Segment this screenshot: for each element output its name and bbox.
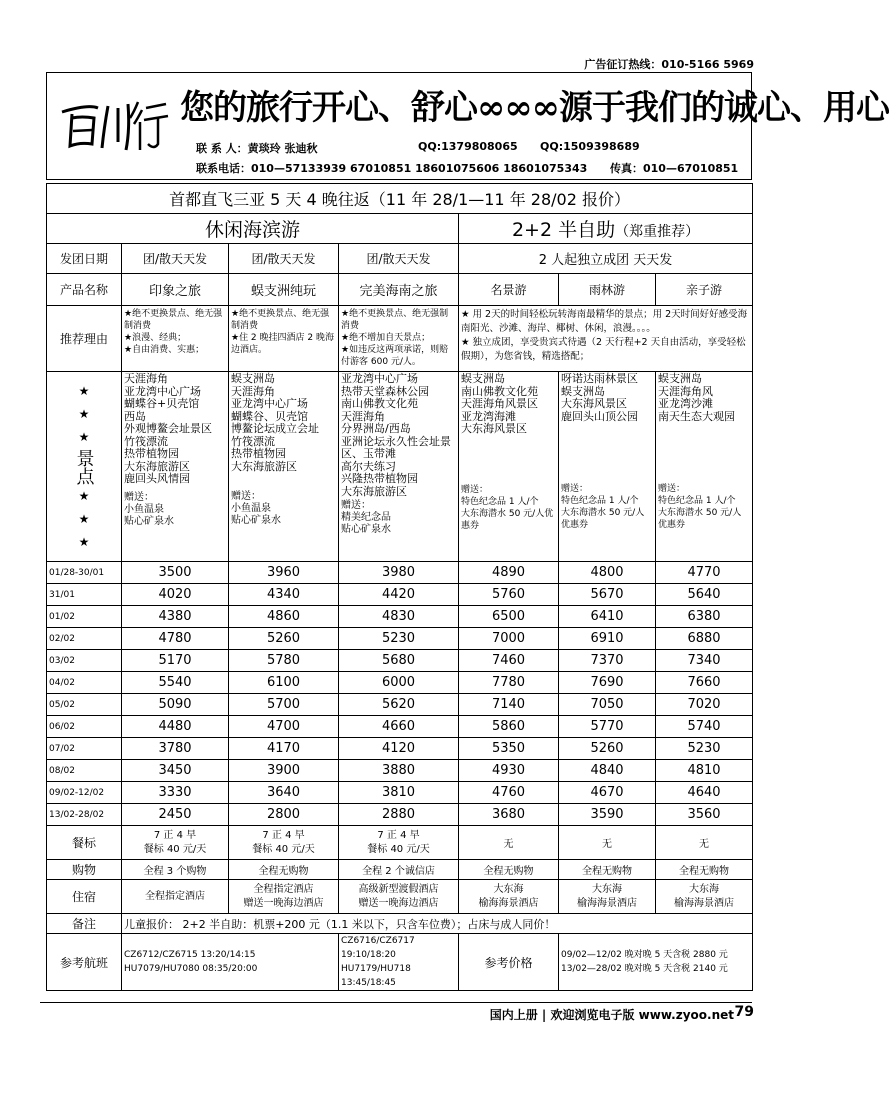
price-row <box>47 782 753 804</box>
price-cell: 3810 <box>339 782 459 804</box>
label-date: 发团日期 <box>47 244 122 274</box>
price-cell: 4830 <box>339 606 459 628</box>
logo-calligraphy-icon <box>58 94 170 154</box>
price-cell: 5640 <box>656 584 753 606</box>
spots-6 <box>656 372 753 562</box>
price-cell: 3560 <box>656 804 753 826</box>
label-flight: 参考航班 <box>47 934 122 991</box>
price-row-date: 03/02 <box>47 650 122 672</box>
price-cell: 5350 <box>459 738 559 760</box>
price-cell: 2800 <box>229 804 339 826</box>
stay-2: 全程指定酒店 赠送一晚海边酒店 <box>229 880 339 914</box>
price-cell: 6910 <box>559 628 656 650</box>
spots-2-list: 蜈支洲岛 天涯海角 亚龙湾中心广场 蝴蝶谷、贝壳馆 博鳌论坛成立会址 竹筏漂流 热带植物园 大东海旅游区 <box>231 372 319 473</box>
contact-phones: 联系电话：010—57133939 67010851 18601075606 18601075343 <box>196 162 588 175</box>
spots-4-gift: 赠送： 特色纪念品 1 人/个 大东海潜水 50 元/人优惠券 <box>461 484 554 531</box>
product-name-6: 亲子游 <box>656 274 753 306</box>
departure-group-1: 团/散天天发 <box>122 244 229 274</box>
price-cell: 5770 <box>559 716 656 738</box>
price-cell: 5230 <box>339 628 459 650</box>
price-cell: 4780 <box>122 628 229 650</box>
price-cell: 5860 <box>459 716 559 738</box>
slogan: 您的旅行开心、舒心∞∞∞源于我们的诚心、用心 <box>180 88 889 128</box>
price-cell: 4700 <box>229 716 339 738</box>
stay-1: 全程指定酒店 <box>122 880 229 914</box>
price-cell: 6500 <box>459 606 559 628</box>
price-cell: 4020 <box>122 584 229 606</box>
price-row-date: 31/01 <box>47 584 122 606</box>
price-cell: 5260 <box>229 628 339 650</box>
price-row-date: 07/02 <box>47 738 122 760</box>
footer-text: 国内上册 | 欢迎浏览电子版 www.zyoo.net <box>489 1008 734 1022</box>
label-shopping: 购物 <box>47 860 122 880</box>
price-cell: 7660 <box>656 672 753 694</box>
label-ref-price: 参考价格 <box>459 934 559 991</box>
meal-2: 7 正 4 早 餐标 40 元/天 <box>229 826 339 860</box>
price-cell: 6380 <box>656 606 753 628</box>
stay-4: 大东海 榆海海景酒店 <box>459 880 559 914</box>
price-cell: 6100 <box>229 672 339 694</box>
stay-3: 高级新型渡假酒店 赠送一晚海边酒店 <box>339 880 459 914</box>
spots-1-gift: 赠送： 小鱼温泉 贴心矿泉水 <box>124 491 174 527</box>
product-name-2: 蜈支洲纯玩 <box>229 274 339 306</box>
price-cell: 6410 <box>559 606 656 628</box>
price-row <box>47 694 753 716</box>
departure-group-3: 团/散天天发 <box>339 244 459 274</box>
flight-col-2: CZ6716/CZ6717 19:10/18:20 HU7179/HU718 13:45/18:45 <box>339 934 459 991</box>
price-cell: 6000 <box>339 672 459 694</box>
price-cell: 3960 <box>229 562 339 584</box>
spots-4 <box>459 372 559 562</box>
departure-right: 2 人起独立成团 天天发 <box>459 244 753 274</box>
price-cell: 3500 <box>122 562 229 584</box>
spots-3-gift: 赠送： 精美纪念品 贴心矿泉水 <box>341 500 391 535</box>
footer-rule <box>40 1002 752 1003</box>
left-subtitle: 休闲海滨游 <box>47 214 459 244</box>
price-cell: 7340 <box>656 650 753 672</box>
price-cell: 5670 <box>559 584 656 606</box>
star-icon: ★ <box>78 488 90 503</box>
brand-logo <box>58 94 170 154</box>
price-cell: 5760 <box>459 584 559 606</box>
spots-1 <box>122 372 229 562</box>
spots-4-list: 蜈支洲岛 南山佛教文化苑 天涯海角风景区 亚龙湾海滩 大东海风景区 <box>461 372 538 435</box>
label-meal: 餐标 <box>47 826 122 860</box>
price-cell: 4340 <box>229 584 339 606</box>
shopping-2: 全程无购物 <box>229 860 339 880</box>
price-row-date: 01/28-30/01 <box>47 562 122 584</box>
price-cell: 3980 <box>339 562 459 584</box>
price-cell: 3330 <box>122 782 229 804</box>
price-row-date: 04/02 <box>47 672 122 694</box>
price-cell: 5700 <box>229 694 339 716</box>
price-table <box>46 183 752 995</box>
right-subtitle <box>459 214 753 244</box>
price-cell: 3590 <box>559 804 656 826</box>
shopping-6: 全程无购物 <box>656 860 753 880</box>
price-cell: 5260 <box>559 738 656 760</box>
spots-1-list: 天涯海角 亚龙湾中心广场 蝴蝶谷+贝壳馆 西岛 外观博鳌会址景区 竹筏漂流 热带植物园 大东海旅游区 鹿回头风情园 <box>124 372 212 485</box>
spots-5-list: 呀诺达雨林景区 蜈支洲岛 大东海风景区 鹿回头山顶公园 <box>561 372 638 423</box>
price-cell: 4930 <box>459 760 559 782</box>
price-cell: 5740 <box>656 716 753 738</box>
star-icon: ★ <box>78 534 90 549</box>
right-subtitle-main: 2+2 半自助 <box>511 219 616 241</box>
meal-6: 无 <box>656 826 753 860</box>
price-cell: 4890 <box>459 562 559 584</box>
reason-right: ★ 用 2天的时间轻松玩转海南最精华的景点；用 2天时间好好感受海南阳光、沙滩、海岸、椰树、休闲，浪漫。。。。 ★ 独立成团，享受贵宾式待遇（2 天行程+2 天自由活动，享受轻松假期），为您省钱，精选搭配； <box>459 306 753 372</box>
price-row <box>47 738 753 760</box>
price-cell: 7460 <box>459 650 559 672</box>
star-icon: ★ <box>78 383 90 398</box>
right-subtitle-note: （郑重推荐） <box>615 224 700 240</box>
price-cell: 4170 <box>229 738 339 760</box>
star-icon: ★ <box>78 429 90 444</box>
product-name-5: 雨林游 <box>559 274 656 306</box>
price-cell: 2450 <box>122 804 229 826</box>
spots-2-gift: 赠送： 小鱼温泉 贴心矿泉水 <box>231 491 281 526</box>
label-note: 备注 <box>47 914 122 934</box>
price-cell: 4770 <box>656 562 753 584</box>
contact-person: 联 系 人：黄琰玲 张迪秋 <box>196 142 318 155</box>
price-row-date: 06/02 <box>47 716 122 738</box>
price-cell: 4760 <box>459 782 559 804</box>
product-name-3: 完美海南之旅 <box>339 274 459 306</box>
price-cell: 4860 <box>229 606 339 628</box>
price-cell: 5620 <box>339 694 459 716</box>
meal-5: 无 <box>559 826 656 860</box>
spots-5-gift: 赠送： 特色纪念品 1 人/个 大东海潜水 50 元/人优惠券 <box>561 484 645 530</box>
price-cell: 7000 <box>459 628 559 650</box>
contact-fax: 传真：010—67010851 <box>610 162 739 175</box>
price-cell: 7780 <box>459 672 559 694</box>
price-row <box>47 584 753 606</box>
label-reason: 推荐理由 <box>47 306 122 372</box>
price-cell: 4810 <box>656 760 753 782</box>
price-cell: 4800 <box>559 562 656 584</box>
price-cell: 3880 <box>339 760 459 782</box>
label-product: 产品名称 <box>47 274 122 306</box>
shopping-3: 全程 2 个诚信店 <box>339 860 459 880</box>
shopping-5: 全程无购物 <box>559 860 656 880</box>
spots-5 <box>559 372 656 562</box>
price-row <box>47 672 753 694</box>
price-row-date: 05/02 <box>47 694 122 716</box>
price-cell: 4670 <box>559 782 656 804</box>
price-cell: 5090 <box>122 694 229 716</box>
price-cell: 2880 <box>339 804 459 826</box>
ref-price-text: 09/02—12/02 晚对晚 5 天含税 2880 元 13/02—28/02 晚对晚 5 天含税 2140 元 <box>559 934 753 991</box>
price-cell: 3450 <box>122 760 229 782</box>
price-cell: 5230 <box>656 738 753 760</box>
price-row-date: 02/02 <box>47 628 122 650</box>
price-cell: 6880 <box>656 628 753 650</box>
price-row-date: 08/02 <box>47 760 122 782</box>
shopping-1: 全程 3 个购物 <box>122 860 229 880</box>
price-cell: 5780 <box>229 650 339 672</box>
price-cell: 4840 <box>559 760 656 782</box>
price-cell: 5680 <box>339 650 459 672</box>
price-cell: 3900 <box>229 760 339 782</box>
price-cell: 3680 <box>459 804 559 826</box>
meal-3: 7 正 4 早 餐标 40 元/天 <box>339 826 459 860</box>
price-cell: 7050 <box>559 694 656 716</box>
price-row <box>47 760 753 782</box>
price-cell: 4380 <box>122 606 229 628</box>
label-spots <box>47 372 122 562</box>
reason-1: ★绝不更换景点、绝无强制消费 ★浪漫、经典； ★自由消费、实惠； <box>122 306 229 372</box>
price-cell: 5170 <box>122 650 229 672</box>
spots-3 <box>339 372 459 562</box>
price-cell: 5540 <box>122 672 229 694</box>
price-cell: 3640 <box>229 782 339 804</box>
product-name-1: 印象之旅 <box>122 274 229 306</box>
spots-2 <box>229 372 339 562</box>
price-cell: 7140 <box>459 694 559 716</box>
route-title: 首都直飞三亚 5 天 4 晚往返（11 年 28/1—11 年 28/02 报价） <box>47 184 753 214</box>
price-row <box>47 606 753 628</box>
price-cell: 4480 <box>122 716 229 738</box>
label-stay: 住宿 <box>47 880 122 914</box>
star-icon: ★ <box>78 511 90 526</box>
price-cell: 7370 <box>559 650 656 672</box>
spots-3-list: 亚龙湾中心广场 热带天堂森林公园 南山佛教文化苑 天涯海角 分界洲岛/西岛 亚洲论坛永久性会址景区、玉带滩 高尔夫练习 兴隆热带植物园 大东海旅游区 <box>341 372 451 498</box>
price-row <box>47 562 753 584</box>
price-row <box>47 716 753 738</box>
meal-4: 无 <box>459 826 559 860</box>
ad-hotline: 广告征订热线：010-5166 5969 <box>584 58 754 71</box>
meal-1: 7 正 4 早 餐标 40 元/天 <box>122 826 229 860</box>
reason-3: ★绝不更换景点、绝无强制消费 ★绝不增加自天景点； ★如违反这两项承诺，则赔付游客 600 元/人。 <box>339 306 459 372</box>
contact-qq-2: QQ:1509398689 <box>540 140 640 153</box>
price-cell: 7020 <box>656 694 753 716</box>
spots-label-text: 景点 <box>73 448 95 485</box>
contact-qq-1: QQ:1379808065 <box>418 140 518 153</box>
spots-6-list: 蜈支洲岛 天涯海角风 亚龙湾沙滩 南天生态大观园 <box>658 372 735 423</box>
note-text: 儿童报价： 2+2 半自助：机票+200 元（1.1 米以下，只含车位费）；占床与成人同价！ <box>122 914 753 934</box>
price-cell: 4120 <box>339 738 459 760</box>
reason-2: ★绝不更换景点、绝无强制消费 ★住 2 晚挂四酒店 2 晚海边酒店。 <box>229 306 339 372</box>
product-name-4: 名景游 <box>459 274 559 306</box>
price-cell: 4660 <box>339 716 459 738</box>
spots-6-gift: 赠送： 特色纪念品 1 人/个 大东海潜水 50 元/人优惠券 <box>658 484 742 530</box>
stay-6: 大东海 榆海海景酒店 <box>656 880 753 914</box>
departure-group-2: 团/散天天发 <box>229 244 339 274</box>
price-row <box>47 804 753 826</box>
price-cell: 7690 <box>559 672 656 694</box>
price-row <box>47 628 753 650</box>
price-row-date: 09/02-12/02 <box>47 782 122 804</box>
stay-5: 大东海 榆海海景酒店 <box>559 880 656 914</box>
price-rows <box>47 562 753 826</box>
price-cell: 3780 <box>122 738 229 760</box>
price-row-date: 13/02-28/02 <box>47 804 122 826</box>
price-cell: 4640 <box>656 782 753 804</box>
page-number: 79 <box>734 1004 754 1020</box>
flight-col-1: CZ6712/CZ6715 13:20/14:15 HU7079/HU7080 08:35/20:00 <box>122 934 339 991</box>
shopping-4: 全程无购物 <box>459 860 559 880</box>
price-row <box>47 650 753 672</box>
star-icon: ★ <box>78 406 90 421</box>
price-cell: 4420 <box>339 584 459 606</box>
price-row-date: 01/02 <box>47 606 122 628</box>
